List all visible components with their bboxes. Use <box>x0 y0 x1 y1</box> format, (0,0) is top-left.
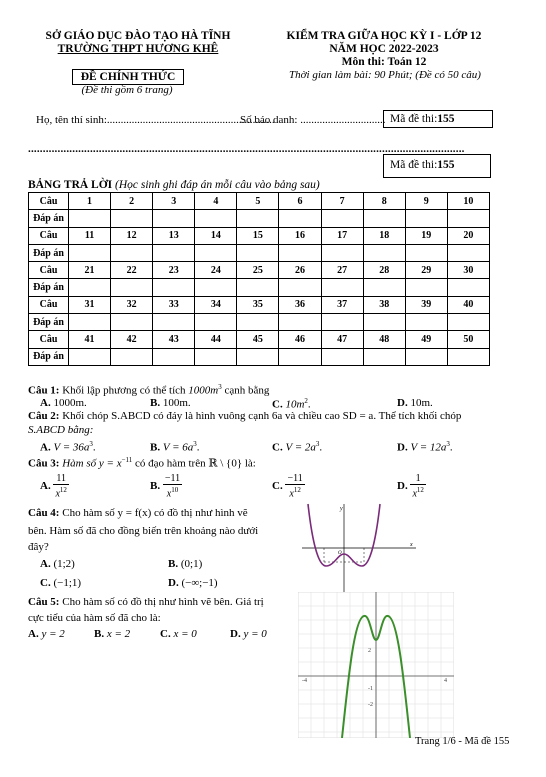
answer-question-row <box>29 262 490 279</box>
answer-cell[interactable] <box>111 314 153 331</box>
question-text: Cho hàm số y = f(x) có đồ thị như hình vẽ <box>62 507 248 519</box>
exam-code-box-2 <box>383 154 491 178</box>
q4-option-b[interactable]: B. (0;1) <box>168 558 203 570</box>
q5-option-c[interactable]: C. x = 0 <box>160 628 197 640</box>
answer-cell[interactable] <box>447 279 489 296</box>
school-year: NĂM HỌC 2022-2023 <box>329 43 439 55</box>
q2-option-a[interactable]: A. $V = 36a^3$. <box>40 440 96 454</box>
question-number-cell: 41 <box>69 331 111 348</box>
question-header-cell: Câu <box>29 193 69 210</box>
student-name-field[interactable]: Họ, tên thí sinh:............................................................. <box>36 114 275 126</box>
question-number-cell: 37 <box>321 296 363 313</box>
question-number-cell: 45 <box>237 331 279 348</box>
answer-header-cell: Đáp án <box>29 279 69 296</box>
question-2 <box>28 410 461 422</box>
q3-option-d[interactable]: D. $\frac{1}{x^{12}}$ <box>397 473 424 500</box>
q5-option-d[interactable]: D. y = 0 <box>230 628 267 640</box>
question-text: Khối lập phương có thể tích <box>62 384 186 397</box>
function-graph-q4 <box>298 500 420 596</box>
question-number-cell: 10 <box>447 193 489 210</box>
answer-cell[interactable] <box>405 348 447 365</box>
question-number-cell: 30 <box>447 262 489 279</box>
tick-label: -2 <box>368 702 373 708</box>
question-number-cell: 26 <box>279 262 321 279</box>
answer-cell[interactable] <box>447 314 489 331</box>
tick-label: -4 <box>302 678 307 684</box>
question-4-line-2: bên. Hàm số đã cho đồng biến trên khoảng nào dưới <box>28 525 259 537</box>
answer-cell[interactable] <box>447 244 489 261</box>
answer-sheet-title: BẢNG TRẢ LỜI <box>28 179 113 191</box>
question-4 <box>28 507 248 519</box>
answer-cell[interactable] <box>195 314 237 331</box>
answer-cell[interactable] <box>279 314 321 331</box>
answer-cell[interactable] <box>447 348 489 365</box>
question-number-cell: 8 <box>363 193 405 210</box>
question-number-cell: 35 <box>237 296 279 313</box>
question-number-cell: 3 <box>153 193 195 210</box>
question-number-cell: 14 <box>195 227 237 244</box>
answer-cell[interactable] <box>111 210 153 227</box>
answer-cell[interactable] <box>153 279 195 296</box>
answer-table <box>28 192 490 366</box>
q4-option-a[interactable]: A. (1;2) <box>40 558 75 570</box>
question-number-cell: 5 <box>237 193 279 210</box>
answer-cell[interactable] <box>405 210 447 227</box>
question-text: Cho hàm số có đồ thị như hình vẽ bên. Giá trị <box>62 596 264 608</box>
tick-label: 2 <box>368 648 371 654</box>
question-header-cell: Câu <box>29 331 69 348</box>
answer-cell[interactable] <box>153 244 195 261</box>
exam-code-2: 155 <box>437 159 455 171</box>
origin-label: O <box>338 551 342 556</box>
question-5 <box>28 596 264 608</box>
answer-input-row <box>29 210 490 227</box>
q3-option-a[interactable]: A. $\frac{11}{x^{12}}$ <box>40 473 67 500</box>
answer-cell[interactable] <box>279 348 321 365</box>
answer-cell[interactable] <box>363 210 405 227</box>
q1-option-a[interactable]: A. 1000m. <box>40 397 87 409</box>
question-number-cell: 25 <box>237 262 279 279</box>
answer-cell[interactable] <box>195 348 237 365</box>
school-name: TRƯỜNG THPT HƯƠNG KHÊ <box>57 43 219 55</box>
answer-question-row <box>29 193 490 210</box>
tick-label: 4 <box>444 678 447 684</box>
function-graph-q5 <box>298 592 454 738</box>
question-number-cell: 7 <box>321 193 363 210</box>
answer-cell[interactable] <box>153 210 195 227</box>
answer-header-cell: Đáp án <box>29 314 69 331</box>
official-badge: ĐỀ CHÍNH THỨC <box>72 69 184 85</box>
question-number-cell: 36 <box>279 296 321 313</box>
question-number-cell: 15 <box>237 227 279 244</box>
question-number-cell: 42 <box>111 331 153 348</box>
x-label: x <box>410 542 413 548</box>
question-number-cell: 40 <box>447 296 489 313</box>
answer-cell[interactable] <box>363 348 405 365</box>
question-number-cell: 34 <box>195 296 237 313</box>
question-number-cell: 16 <box>279 227 321 244</box>
answer-cell[interactable] <box>363 314 405 331</box>
answer-cell[interactable] <box>321 314 363 331</box>
answer-cell[interactable] <box>363 244 405 261</box>
question-number-cell: 46 <box>279 331 321 348</box>
question-number-cell: 44 <box>195 331 237 348</box>
exam-code-label-2: Mã đề thi: <box>390 159 438 171</box>
question-header-cell: Câu <box>29 262 69 279</box>
question-number-cell: 24 <box>195 262 237 279</box>
answer-sheet-note: (Học sinh ghi đáp án mỗi câu vào bảng sau) <box>115 179 320 191</box>
question-number-cell: 18 <box>363 227 405 244</box>
page-footer: Trang 1/6 - Mã đề 155 <box>415 736 510 747</box>
question-number-cell: 6 <box>279 193 321 210</box>
answer-header-cell: Đáp án <box>29 348 69 365</box>
answer-cell[interactable] <box>69 314 111 331</box>
question-label: Câu 2: <box>28 410 60 422</box>
answer-cell[interactable] <box>111 244 153 261</box>
answer-cell[interactable] <box>363 279 405 296</box>
question-text-tail: có đạo hàm trên ℝ \ {0} là: <box>135 457 256 470</box>
exam-code-box <box>383 110 493 128</box>
answer-header-cell: Đáp án <box>29 244 69 261</box>
answer-cell[interactable] <box>69 279 111 296</box>
answer-cell[interactable] <box>405 279 447 296</box>
q5-option-b[interactable]: B. x = 2 <box>94 628 131 640</box>
question-number-cell: 9 <box>405 193 447 210</box>
question-text-tail: cạnh bằng <box>224 384 270 397</box>
question-number-cell: 20 <box>447 227 489 244</box>
answer-cell[interactable] <box>153 348 195 365</box>
exam-code: 155 <box>437 113 455 125</box>
question-2-line-2: S.ABCD bằng: <box>28 424 94 436</box>
answer-input-row <box>29 348 490 365</box>
answer-cell[interactable] <box>237 244 279 261</box>
question-label: Câu 1: <box>28 384 60 397</box>
exam-code-label: Mã đề thi: <box>390 113 438 125</box>
q3-option-c[interactable]: C. $\frac{-11}{x^{12}}$ <box>272 473 303 500</box>
question-1: Câu 1: Khối lập phương có thể tích $1000m^3$ cạnh bằng <box>28 383 270 397</box>
answer-cell[interactable] <box>111 279 153 296</box>
q3-option-b[interactable]: B. $\frac{-11}{x^{10}}$ <box>150 473 181 500</box>
question-number-cell: 28 <box>363 262 405 279</box>
question-number-cell: 50 <box>447 331 489 348</box>
answer-input-row <box>29 244 490 261</box>
answer-cell[interactable] <box>321 348 363 365</box>
question-number-cell: 43 <box>153 331 195 348</box>
answer-cell[interactable] <box>69 244 111 261</box>
question-text: Khối chóp S.ABCD có đáy là hình vuông cạnh 6a và chiều cao SD = a. Thể tích khối chóp <box>62 410 462 422</box>
answer-cell[interactable] <box>153 314 195 331</box>
answer-cell[interactable] <box>237 314 279 331</box>
time-limit: Thời gian làm bài: 90 Phút; (Đề có 50 câu) <box>289 69 481 81</box>
page-count-note: (Đề thi gồm 6 trang) <box>81 84 173 96</box>
y-label: y <box>340 506 343 512</box>
question-number-cell: 19 <box>405 227 447 244</box>
question-number-cell: 48 <box>363 331 405 348</box>
answer-cell[interactable] <box>447 210 489 227</box>
question-number-cell: 13 <box>153 227 195 244</box>
question-label: Câu 3: <box>28 457 60 470</box>
department-name: SỞ GIÁO DỤC ĐÀO TẠO HÀ TĨNH <box>45 30 231 42</box>
answer-question-row <box>29 296 490 313</box>
question-number-cell: 4 <box>195 193 237 210</box>
answer-cell[interactable] <box>195 210 237 227</box>
question-3: Câu 3: Hàm số $y = x^{-11}$ có đạo hàm trên ℝ \ {0} là: <box>28 456 256 470</box>
answer-cell[interactable] <box>279 279 321 296</box>
question-number-cell: 38 <box>363 296 405 313</box>
q1-option-c[interactable]: C. $10m^2$. <box>272 397 311 411</box>
answer-cell[interactable] <box>321 210 363 227</box>
tick-label: -1 <box>368 686 373 692</box>
answer-cell[interactable] <box>321 279 363 296</box>
q2-option-c[interactable]: C. $V = 2a^3$. <box>272 440 323 454</box>
question-number-cell: 49 <box>405 331 447 348</box>
question-number-cell: 31 <box>69 296 111 313</box>
answer-cell[interactable] <box>237 279 279 296</box>
answer-cell[interactable] <box>69 348 111 365</box>
answer-cell[interactable] <box>321 244 363 261</box>
answer-cell[interactable] <box>69 210 111 227</box>
answer-cell[interactable] <box>405 244 447 261</box>
question-header-cell: Câu <box>29 296 69 313</box>
question-number-cell: 21 <box>69 262 111 279</box>
question-number-cell: 23 <box>153 262 195 279</box>
separator-dots: .................................................................................................................................................... <box>28 143 465 155</box>
question-number-cell: 33 <box>153 296 195 313</box>
answer-cell[interactable] <box>195 244 237 261</box>
answer-question-row <box>29 331 490 348</box>
subject: Môn thi: Toán 12 <box>341 56 427 68</box>
answer-header-cell: Đáp án <box>29 210 69 227</box>
q1-option-d[interactable]: D. 10m. <box>397 397 433 409</box>
question-number-cell: 2 <box>111 193 153 210</box>
question-text: Hàm số y = x <box>62 457 122 470</box>
candidate-number-field[interactable]: Số báo danh: ............................... <box>240 114 386 126</box>
q2-option-d[interactable]: D. $V = 12a^3$. <box>397 440 453 454</box>
q1-option-b[interactable]: B. 100m. <box>150 397 191 409</box>
volume-value: 1000m <box>188 384 219 397</box>
question-number-cell: 39 <box>405 296 447 313</box>
question-label: Câu 5: <box>28 596 60 608</box>
question-number-cell: 12 <box>111 227 153 244</box>
question-number-cell: 29 <box>405 262 447 279</box>
q4-option-c[interactable]: C. (−1;1) <box>40 577 82 589</box>
question-number-cell: 1 <box>69 193 111 210</box>
answer-input-row <box>29 314 490 331</box>
q2-option-b[interactable]: B. $V = 6a^3$. <box>150 440 200 454</box>
answer-cell[interactable] <box>405 314 447 331</box>
answer-cell[interactable] <box>279 210 321 227</box>
answer-cell[interactable] <box>195 279 237 296</box>
question-5-line-2: cực tiểu của hàm số đã cho là: <box>28 612 161 624</box>
answer-sheet-heading <box>28 179 320 191</box>
question-number-cell: 27 <box>321 262 363 279</box>
q4-option-d[interactable]: D. (−∞;−1) <box>168 577 218 589</box>
answer-cell[interactable] <box>111 348 153 365</box>
answer-input-row <box>29 279 490 296</box>
exam-title: KIỂM TRA GIỮA HỌC KỲ I - LỚP 12 <box>286 30 482 42</box>
question-number-cell: 22 <box>111 262 153 279</box>
answer-cell[interactable] <box>237 210 279 227</box>
question-number-cell: 47 <box>321 331 363 348</box>
answer-cell[interactable] <box>279 244 321 261</box>
answer-cell[interactable] <box>237 348 279 365</box>
q5-option-a[interactable]: A. y = 2 <box>28 628 65 640</box>
question-label: Câu 4: <box>28 507 60 519</box>
question-4-line-3: đây? <box>28 541 49 553</box>
question-number-cell: 11 <box>69 227 111 244</box>
answer-question-row <box>29 227 490 244</box>
question-number-cell: 17 <box>321 227 363 244</box>
question-header-cell: Câu <box>29 227 69 244</box>
question-number-cell: 32 <box>111 296 153 313</box>
